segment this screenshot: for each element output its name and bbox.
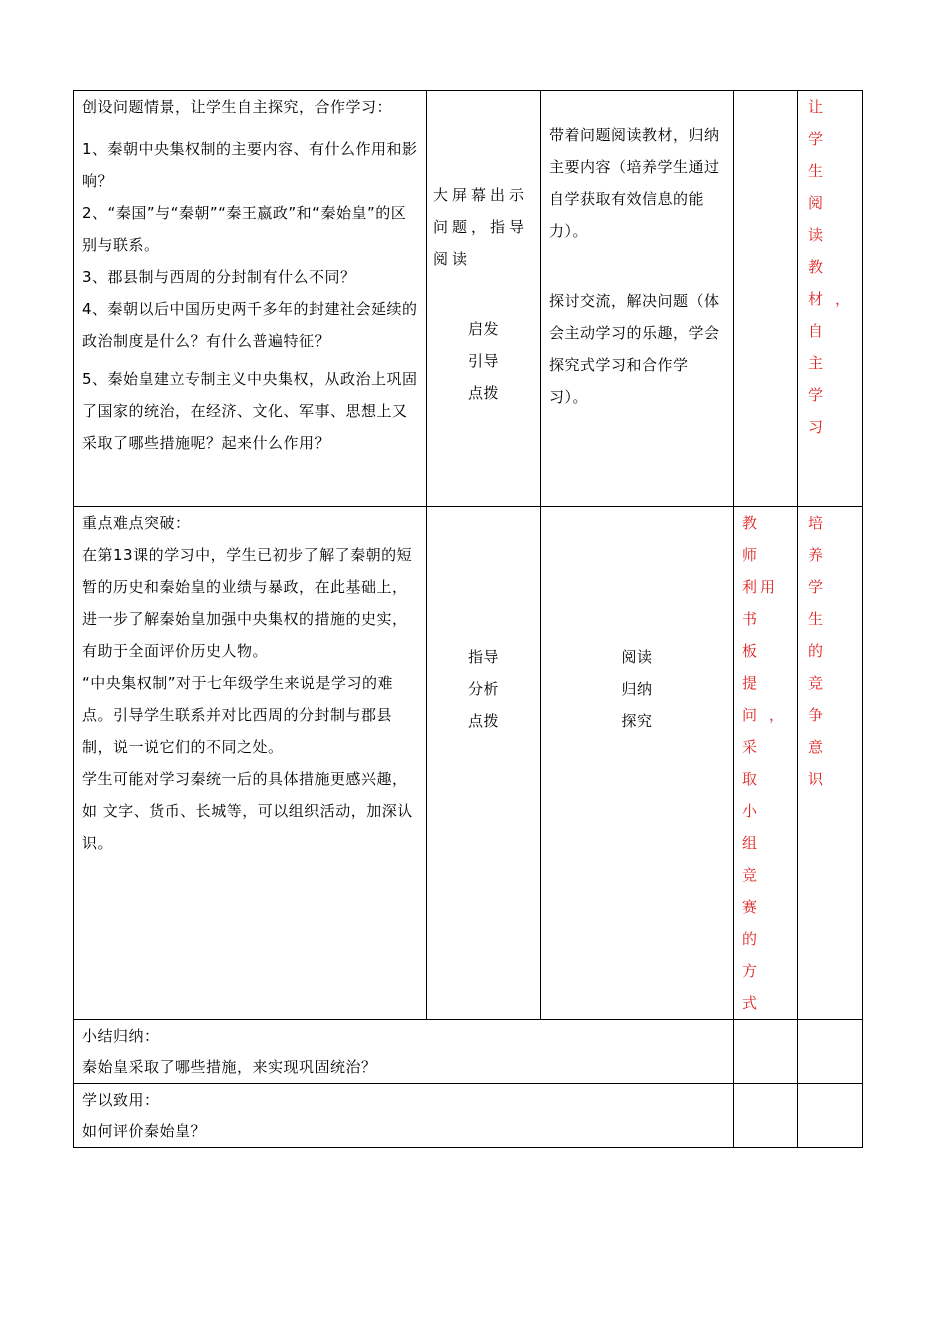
note-line: 生阅 bbox=[808, 162, 836, 212]
note-line: 竞赛 bbox=[742, 866, 770, 916]
design-note-cell bbox=[798, 91, 863, 507]
application-cell bbox=[74, 1084, 734, 1148]
student-activity-text: 带着问题阅读教材，归纳主要内容（培养学生通过自学获取有效信息的能力）。 bbox=[549, 126, 720, 240]
table-row bbox=[74, 507, 863, 1020]
design-note-cell bbox=[734, 507, 798, 1020]
application-question: 如何评价秦始皇？ bbox=[82, 1122, 207, 1140]
content-cell bbox=[74, 507, 427, 1020]
teacher-activity-cell bbox=[427, 507, 541, 1020]
teacher-activity-line: 指导 bbox=[467, 648, 499, 666]
intro-text: 创设问题情景，让学生自主探究，合作学习： bbox=[82, 98, 393, 116]
section-heading: 小结归纳： bbox=[82, 1027, 160, 1045]
table-row bbox=[74, 1020, 863, 1084]
section-heading: 重点难点突破： bbox=[82, 514, 191, 532]
note-line: 教师 bbox=[742, 514, 770, 564]
table-row bbox=[74, 1084, 863, 1148]
student-activity-line: 探究 bbox=[621, 712, 653, 730]
teacher-activity-cell bbox=[427, 91, 541, 507]
design-note-cell bbox=[798, 507, 863, 1020]
teacher-activity-line: 点拨 bbox=[467, 712, 499, 730]
note-line: 利用书 bbox=[742, 578, 779, 628]
lesson-plan-table bbox=[73, 90, 863, 1148]
empty-cell bbox=[734, 1084, 798, 1148]
note-line: 板 bbox=[742, 642, 770, 660]
note-line: 培养 bbox=[808, 514, 836, 564]
summary-cell bbox=[74, 1020, 734, 1084]
content-cell bbox=[74, 91, 427, 507]
empty-cell bbox=[734, 91, 798, 507]
teacher-activity-line: 大屏幕出示问题，指导阅读 bbox=[433, 186, 529, 268]
paragraph: 在第13课的学习中，学生已初步了解了秦朝的短暂的历史和秦始皇的业绩与暴政，在此基础上，进一步了解秦始皇加强中央集权的措施的史实，有助于全面评价历史人物。 bbox=[82, 546, 413, 660]
note-line: 小组 bbox=[742, 802, 770, 852]
empty-cell bbox=[734, 1020, 798, 1084]
teacher-activity-line: 点拨 bbox=[467, 384, 499, 402]
table-row bbox=[74, 91, 863, 507]
student-activity-line: 阅读 bbox=[621, 648, 653, 666]
note-line: 式 bbox=[742, 994, 770, 1012]
question-4: 4、秦朝以后中国历史两千多年的封建社会延续的政治制度是什么？有什么普遍特征？ bbox=[82, 300, 418, 350]
note-line: 提 bbox=[742, 674, 770, 692]
question-3: 3、郡县制与西周的分封制有什么不同？ bbox=[82, 268, 356, 286]
empty-cell bbox=[798, 1020, 863, 1084]
student-activity-text: 探讨交流，解决问题（体会主动学习的乐趣，学会探究式学习和合作学习）。 bbox=[549, 292, 720, 406]
question-2: 2、“秦国”与“秦朝”“秦王嬴政”和“秦始皇”的区别与联系。 bbox=[82, 204, 407, 254]
student-activity-cell bbox=[541, 91, 734, 507]
empty-cell bbox=[798, 1084, 863, 1148]
student-activity-cell bbox=[541, 507, 734, 1020]
teacher-activity-line: 引导 bbox=[467, 352, 499, 370]
teacher-activity-line: 分析 bbox=[467, 680, 499, 698]
note-line: 读教 bbox=[808, 226, 836, 276]
note-line: 让学 bbox=[808, 98, 836, 148]
summary-question: 秦始皇采取了哪些措施，来实现巩固统治？ bbox=[82, 1058, 377, 1076]
teacher-activity-line: 启发 bbox=[467, 320, 499, 338]
student-activity-line: 归纳 bbox=[621, 680, 653, 698]
paragraph: 学生可能对学习秦统一后的具体措施更感兴趣，如 文字、货币、长城等，可以组织活动，加深认识。 bbox=[82, 770, 413, 852]
note-line: 材， bbox=[808, 290, 863, 308]
question-1: 1、秦朝中央集权制的主要内容、有什么作用和影响？ bbox=[82, 140, 418, 190]
note-line: 争意 bbox=[808, 706, 836, 756]
paragraph: “中央集权制”对于七年级学生来说是学习的难点。引导学生联系并对比西周的分封制与郡县制，说一说它们的不同之处。 bbox=[82, 674, 394, 756]
note-line: 识 bbox=[808, 770, 836, 788]
note-line: 学生 bbox=[808, 578, 836, 628]
note-line: 自主 bbox=[808, 322, 836, 372]
note-line: 学习 bbox=[808, 386, 836, 436]
note-line: 问， bbox=[742, 706, 797, 724]
note-line: 的方 bbox=[742, 930, 770, 980]
note-line: 采取 bbox=[742, 738, 770, 788]
section-heading: 学以致用： bbox=[82, 1091, 160, 1109]
question-5: 5、秦始皇建立专制主义中央集权，从政治上巩固了国家的统治，在经济、文化、军事、思想上又采取了哪些措施呢？起来什么作用？ bbox=[82, 370, 418, 452]
note-line: 的竞 bbox=[808, 642, 836, 692]
